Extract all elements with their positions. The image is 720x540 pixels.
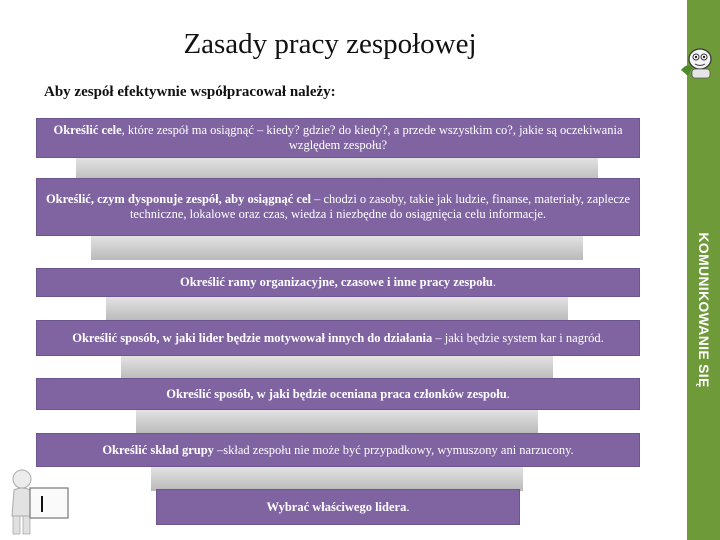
rule-box [36, 378, 640, 410]
rule-bold-text: Określić ramy organizacyjne, czasowe i inne pracy zespołu [179, 275, 493, 289]
rule-box [36, 433, 640, 467]
slide-subtitle: Aby zespół efektywnie współpracował należy: [44, 84, 336, 100]
rule-box [36, 118, 640, 158]
connector-band [136, 408, 538, 434]
rule-text: . [492, 275, 497, 289]
slide-title: Zasady pracy zespołowej [183, 28, 477, 60]
rule-text: –skład zespołu nie może być przypadkowy, wymuszony ani narzucony. [213, 442, 574, 457]
rule-bold-text: Wybrać właściwego lidera [266, 499, 407, 514]
rule-box [36, 178, 640, 236]
rule-text: . [506, 386, 510, 401]
rule-text: , które zespół ma osiągnąć – kiedy? gdzie? do kiedy?, a przede wszystkim co?, jakie są oczekiwania względem zespołu? [121, 123, 623, 152]
rule-text: – jaki będzie system kar i nagród. [432, 330, 604, 345]
side-banner-label: KOMUNIKOWANIE SIĘ [696, 232, 712, 388]
rule-box [156, 489, 520, 525]
connector-band [151, 465, 523, 491]
rule-text: . [406, 499, 410, 514]
connector-band [91, 234, 583, 260]
rule-box [36, 268, 640, 297]
connector-band [121, 354, 553, 380]
mascot-icon [676, 44, 718, 80]
rule-bold-text: Określić, czym dysponuje zespół, aby osiągnąć cel [45, 192, 311, 206]
rule-bold-text: Określić sposób, w jaki lider będzie motywował innych do działania [72, 330, 433, 345]
rule-text: – chodzi o zasoby, takie jak ludzie, finanse, materiały, zaplecze techniczne, lokalowe oraz czas, wiedza i niezbędne do osiągnięcia celu informacje. [129, 192, 631, 221]
board-figure-icon [4, 466, 74, 538]
rule-bold-text: Określić cele [53, 123, 122, 137]
connector-band [106, 295, 568, 321]
rule-bold-text: Określić sposób, w jaki będzie oceniana praca członków zespołu [166, 386, 507, 401]
rule-bold-text: Określić skład grupy [102, 442, 214, 457]
rule-box [36, 320, 640, 356]
